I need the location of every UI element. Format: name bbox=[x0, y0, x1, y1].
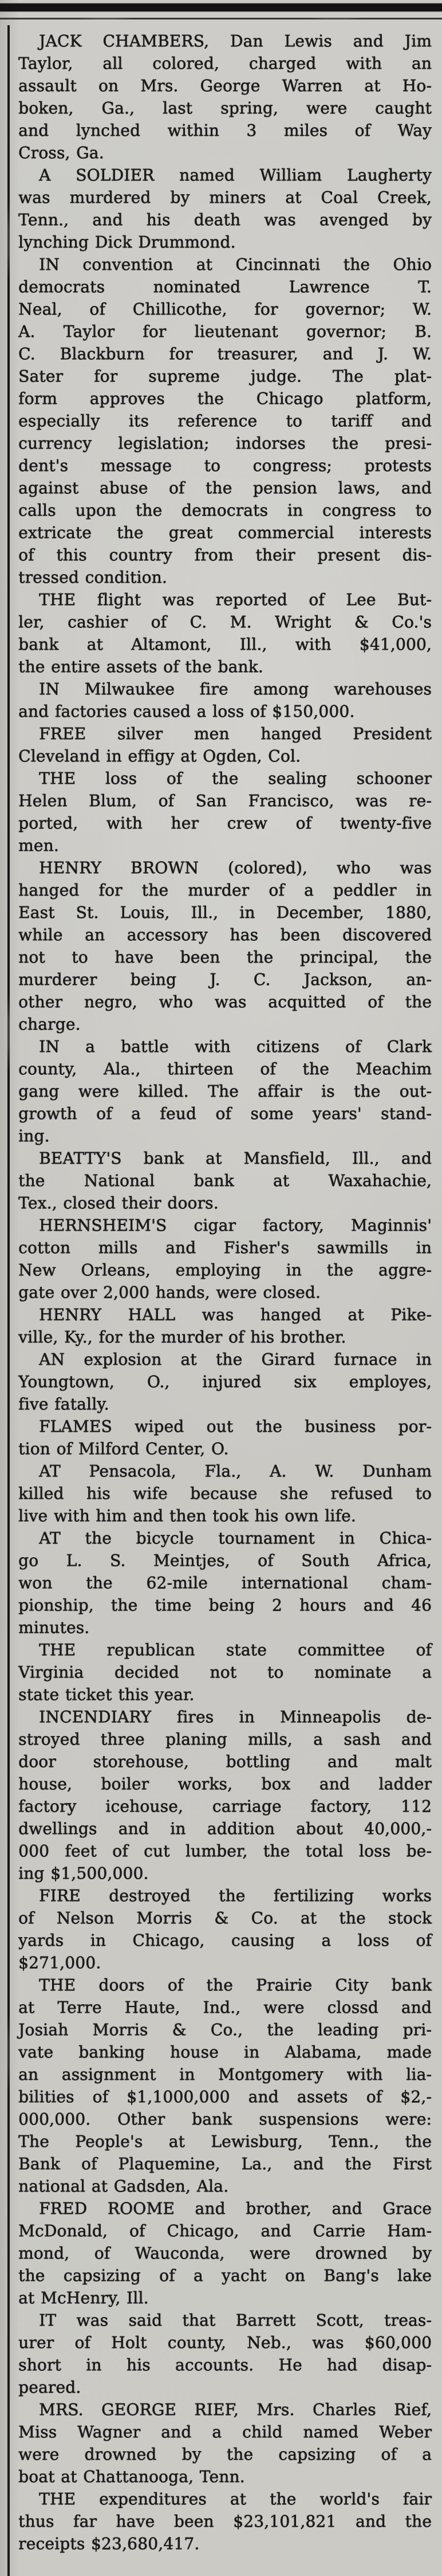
article-line: the entire assets of the bank. bbox=[18, 657, 263, 676]
article-line: Cross, Ga. bbox=[18, 143, 104, 162]
article-line: vate banking house in Alabama, made bbox=[18, 2043, 432, 2061]
article-line: Neal, of Chillicothe, for governor; W. bbox=[18, 300, 432, 319]
article-line: HENRY BROWN (colored), who was bbox=[39, 858, 432, 877]
article-line: of Nelson Morris & Co. at the stock bbox=[18, 1909, 432, 1927]
article-line: IT was said that Barrett Scott, treas- bbox=[39, 2311, 432, 2330]
article-line: Virginia decided not to nominate a bbox=[18, 1663, 432, 1682]
news-paragraph bbox=[18, 30, 432, 164]
article-line: East St. Louis, Ill., in December, 1880, bbox=[18, 903, 432, 922]
article-line: form approves the Chicago platform, bbox=[18, 389, 432, 408]
news-paragraph bbox=[18, 164, 432, 253]
top-border-bar bbox=[0, 3, 442, 11]
article-line: hanged for the murder of a peddler in bbox=[18, 881, 432, 900]
article-line: peared. bbox=[18, 2378, 81, 2397]
article-line: urer of Holt county, Neb., was $60,000 bbox=[18, 2333, 432, 2352]
news-paragraph bbox=[18, 1348, 432, 1415]
article-line: ing $1,500,000. bbox=[18, 1864, 149, 1883]
article-line: were drowned by the capsizing of a bbox=[18, 2445, 432, 2464]
news-paragraph bbox=[18, 1415, 432, 1460]
article-line: JACK CHAMBERS, Dan Lewis and Jim bbox=[39, 32, 432, 50]
article-line: an assignment in Montgomery with lia- bbox=[18, 2065, 432, 2084]
news-column bbox=[18, 30, 432, 2555]
article-line: McDonald, of Chicago, and Carrie Ham- bbox=[18, 2221, 432, 2240]
column-divider-rule bbox=[7, 25, 10, 2576]
article-line: extricate the great commercial interests bbox=[18, 523, 432, 542]
article-line: THE doors of the Prairie City bank bbox=[39, 1976, 432, 1994]
news-paragraph bbox=[18, 1303, 432, 1348]
article-line: stroyed three planing mills, a sash and bbox=[18, 1730, 432, 1749]
article-line: 000 feet of cut lumber, the total loss be- bbox=[18, 1841, 432, 1860]
article-line: bank at Altamont, Ill., with $41,000, bbox=[18, 635, 432, 654]
article-line: and lynched within 3 miles of Way bbox=[18, 121, 432, 140]
article-line: bilities of $1,1000,000 and assets of $2,- bbox=[18, 2087, 432, 2106]
article-line: Helen Blum, of San Francisco, was re- bbox=[18, 791, 432, 810]
article-line: county, Ala., thirteen of the Meachim bbox=[18, 1059, 432, 1078]
article-line: A. Taylor for lieutenant governor; B. bbox=[18, 322, 432, 341]
news-paragraph bbox=[18, 678, 432, 722]
article-line: factory icehouse, carriage factory, 112 bbox=[18, 1797, 432, 1816]
article-line: of this country from their present dis- bbox=[18, 545, 432, 564]
article-line: FRED ROOME and brother, and Grace bbox=[39, 2199, 432, 2218]
article-line: IN convention at Cincinnati the Ohio bbox=[39, 255, 432, 274]
article-line: dwellings and in addition about 40,000,- bbox=[18, 1819, 432, 1838]
article-line: other negro, who was acquitted of the bbox=[18, 992, 432, 1011]
news-paragraph bbox=[18, 2197, 432, 2309]
article-line: gate over 2,000 hands, were closed. bbox=[18, 1283, 321, 1302]
article-line: 000,000. Other bank suspensions were: bbox=[18, 2110, 432, 2129]
article-line: New Orleans, employing in the aggre- bbox=[18, 1260, 432, 1279]
article-line: HERNSHEIM'S cigar factory, Maginnis' bbox=[39, 1216, 432, 1235]
article-line: against abuse of the pension laws, and bbox=[18, 478, 432, 497]
article-line: FIRE destroyed the fertilizing works bbox=[39, 1886, 432, 1905]
article-line: AT the bicycle tournament in Chica- bbox=[39, 1529, 432, 1548]
article-line: was murdered by miners at Coal Creek, bbox=[18, 188, 432, 207]
article-line: Cleveland in effigy at Ogden, Col. bbox=[18, 747, 301, 765]
news-paragraph bbox=[18, 1884, 432, 1974]
news-paragraph bbox=[18, 722, 432, 767]
article-line: $271,000. bbox=[18, 1953, 101, 1972]
article-line: the National bank at Waxahachie, bbox=[18, 1171, 432, 1190]
article-line: ing. bbox=[18, 1126, 50, 1145]
news-paragraph bbox=[18, 857, 432, 1035]
news-paragraph bbox=[18, 767, 432, 857]
article-line: ported, with her crew of twenty-five bbox=[18, 814, 432, 833]
article-line: Tenn., and his death was avenged by bbox=[18, 210, 432, 229]
article-line: lynching Dick Drummond. bbox=[18, 233, 236, 252]
article-line: AN explosion at the Girard furnace in bbox=[39, 1350, 432, 1369]
article-line: state ticket this year. bbox=[18, 1685, 195, 1704]
article-line: growth of a feud of some years' stand- bbox=[18, 1104, 432, 1123]
article-line: charge. bbox=[18, 1015, 81, 1034]
news-paragraph bbox=[18, 1527, 432, 1639]
article-line: Tex., closed their doors. bbox=[18, 1193, 219, 1212]
article-line: C. Blackburn for treasurer, and J. W. bbox=[18, 344, 432, 363]
article-line: receipts $23,680,417. bbox=[18, 2534, 200, 2553]
article-line: BEATTY'S bank at Mansfield, Ill., and bbox=[39, 1149, 432, 1168]
article-line: gang were killed. The affair is the out- bbox=[18, 1082, 432, 1101]
article-line: democrats nominated Lawrence T. bbox=[18, 277, 432, 296]
news-paragraph bbox=[18, 2488, 432, 2555]
article-line: assault on Mrs. George Warren at Ho- bbox=[18, 76, 432, 95]
article-line: house, boiler works, box and ladder bbox=[18, 1774, 432, 1793]
article-line: national at Gadsden, Ala. bbox=[18, 2177, 229, 2196]
article-line: boat at Chattanooga, Tenn. bbox=[18, 2467, 245, 2486]
article-line: THE flight was reported of Lee But- bbox=[39, 590, 432, 609]
news-paragraph bbox=[18, 2309, 432, 2398]
article-line: THE republican state committee of bbox=[39, 1640, 432, 1659]
article-line: five fatally. bbox=[18, 1395, 109, 1413]
article-line: cotton mills and Fisher's sawmills in bbox=[18, 1238, 432, 1257]
article-line: ler, cashier of C. M. Wright & Co.'s bbox=[18, 612, 432, 631]
news-paragraph bbox=[18, 1035, 432, 1147]
article-line: tion of Milford Center, O. bbox=[18, 1439, 229, 1458]
news-paragraph bbox=[18, 1639, 432, 1706]
article-line: IN Milwaukee fire among warehouses bbox=[39, 680, 432, 698]
article-line: IN a battle with citizens of Clark bbox=[39, 1037, 432, 1056]
article-line: A SOLDIER named William Laugherty bbox=[39, 166, 432, 184]
article-line: Taylor, all colored, charged with an bbox=[18, 54, 432, 73]
article-line: men. bbox=[18, 836, 59, 855]
article-line: at Terre Haute, Ind., were clossd and bbox=[18, 1998, 432, 2017]
article-line: live with him and then took his own life. bbox=[18, 1506, 356, 1525]
article-line: dent's message to congress; protests bbox=[18, 456, 432, 475]
article-line: minutes. bbox=[18, 1618, 90, 1637]
article-line: The People's at Lewisburg, Tenn., the bbox=[18, 2132, 432, 2151]
article-line: calls upon the democrats in congress to bbox=[18, 501, 432, 520]
article-line: tressed condition. bbox=[18, 568, 167, 587]
article-line: ville, Ky., for the murder of his brother. bbox=[18, 1328, 346, 1346]
article-line: FLAMES wiped out the business por- bbox=[39, 1417, 432, 1436]
news-paragraph bbox=[18, 1706, 432, 1884]
article-line: won the 62-mile international cham- bbox=[18, 1573, 432, 1592]
article-line: and factories caused a loss of $150,000. bbox=[18, 702, 355, 721]
news-paragraph bbox=[18, 253, 432, 588]
article-line: especially its reference to tariff and bbox=[18, 411, 432, 430]
article-line: at McHenry, Ill. bbox=[18, 2288, 149, 2307]
article-line: Josiah Morris & Co., the leading pri- bbox=[18, 2020, 432, 2039]
article-line: not to have been the principal, the bbox=[18, 948, 432, 967]
article-line: door storehouse, bottling and malt bbox=[18, 1752, 432, 1771]
news-paragraph bbox=[18, 588, 432, 678]
news-paragraph bbox=[18, 1147, 432, 1214]
news-paragraph bbox=[18, 1460, 432, 1527]
article-line: currency legislation; indorses the presi- bbox=[18, 434, 432, 453]
article-line: short in his accounts. He had disap- bbox=[18, 2355, 432, 2374]
article-line: mond, of Wauconda, were drowned by bbox=[18, 2244, 432, 2263]
article-line: HENRY HALL was hanged at Pike- bbox=[39, 1305, 432, 1324]
article-line: while an accessory has been discovered bbox=[18, 925, 432, 944]
article-line: FREE silver men hanged President bbox=[39, 724, 432, 743]
article-line: pionship, the time being 2 hours and 46 bbox=[18, 1596, 432, 1615]
top-border-rule bbox=[0, 18, 442, 19]
article-line: THE loss of the sealing schooner bbox=[39, 769, 432, 788]
article-line: go L. S. Meintjes, of South Africa, bbox=[18, 1551, 432, 1570]
article-line: yards in Chicago, causing a loss of bbox=[18, 1931, 432, 1950]
article-line: MRS. GEORGE RIEF, Mrs. Charles Rief, bbox=[39, 2400, 432, 2419]
article-line: the capsizing of a yacht on Bang's lake bbox=[18, 2266, 432, 2285]
article-line: boken, Ga., last spring, were caught bbox=[18, 99, 432, 117]
article-line: Bank of Plaquemine, La., and the First bbox=[18, 2154, 432, 2173]
news-paragraph bbox=[18, 1974, 432, 2197]
article-line: Miss Wagner and a child named Weber bbox=[18, 2422, 432, 2441]
article-line: thus far have been $23,101,821 and the bbox=[18, 2512, 432, 2531]
article-line: THE expenditures at the world's fair bbox=[39, 2489, 432, 2508]
article-line: killed his wife because she refused to bbox=[18, 1484, 432, 1503]
article-line: AT Pensacola, Fla., A. W. Dunham bbox=[39, 1462, 432, 1481]
article-line: Sater for supreme judge. The plat- bbox=[18, 367, 432, 386]
news-paragraph bbox=[18, 2398, 432, 2488]
news-paragraph bbox=[18, 1214, 432, 1303]
article-line: INCENDIARY fires in Minneapolis de- bbox=[39, 1707, 432, 1726]
article-line: Youngtown, O., injured six employes, bbox=[18, 1372, 432, 1391]
article-line: murderer being J. C. Jackson, an- bbox=[18, 970, 432, 989]
